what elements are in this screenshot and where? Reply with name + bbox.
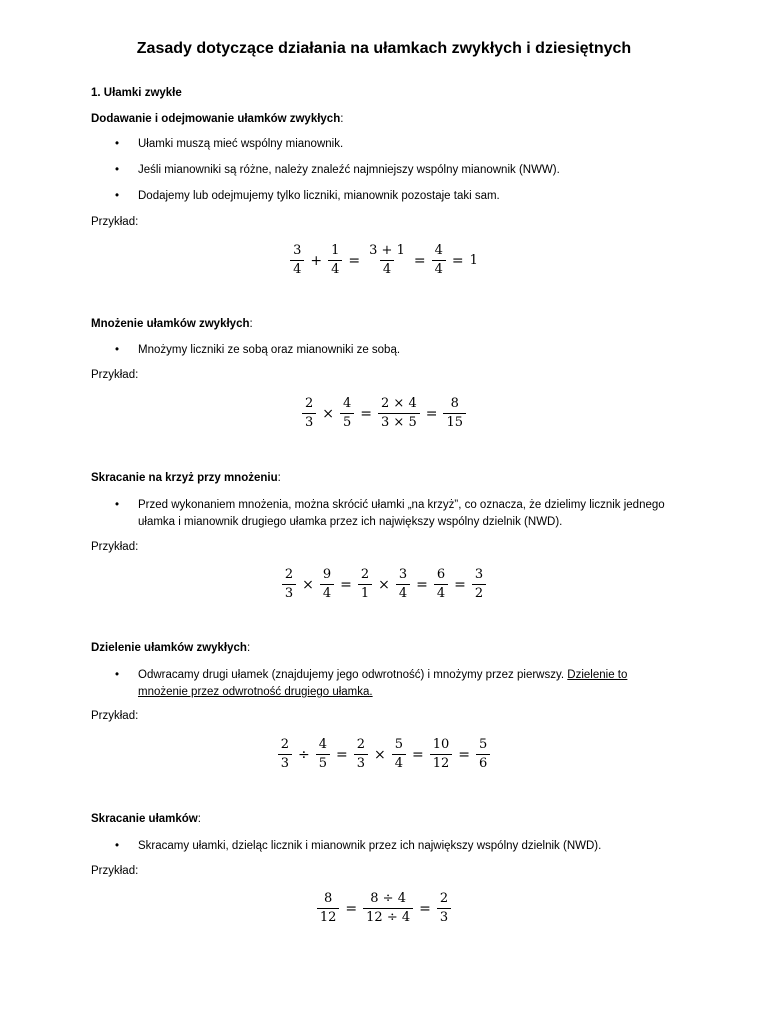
- fraction-numerator: 3: [398, 567, 408, 582]
- bullet-item: • Mnożymy liczniki ze sobą oraz mianowniki ze sobą.: [115, 344, 401, 356]
- fraction-denominator: 3: [278, 754, 292, 771]
- equation-operator: =: [335, 746, 348, 763]
- equation-operator: ×: [374, 746, 386, 763]
- fraction-denominator: 2: [472, 584, 486, 601]
- fraction-denominator: 3: [354, 754, 368, 771]
- equation-operator: =: [340, 576, 352, 593]
- fraction-numerator: 2: [356, 737, 365, 752]
- fraction-numerator: 2: [280, 737, 289, 752]
- fraction-denominator: 12: [317, 908, 340, 925]
- fraction-denominator: 5: [340, 413, 354, 430]
- equation-operator: =: [419, 900, 431, 917]
- fraction: [437, 892, 451, 925]
- equation-cross-cancellation: [0, 568, 768, 601]
- fraction-numerator: 5: [479, 737, 488, 752]
- equation-operator: ÷: [297, 746, 310, 763]
- fraction-denominator: 15: [443, 413, 466, 430]
- document-title: Zasady dotyczące działania na ułamkach zwykłych i dziesiętnych: [136, 40, 632, 57]
- fraction-denominator: 12: [430, 754, 453, 771]
- fraction: [396, 568, 410, 601]
- fraction-denominator: 4: [320, 584, 334, 601]
- fraction: [282, 568, 296, 601]
- fraction-numerator: 2: [360, 567, 370, 582]
- fraction: [476, 738, 490, 771]
- fraction-numerator: 2: [284, 567, 294, 582]
- fraction-denominator: 3: [302, 413, 316, 430]
- fraction-numerator: 3: [474, 567, 484, 582]
- equation-number: 1: [469, 253, 478, 268]
- equation-operator: ×: [322, 405, 334, 422]
- fraction: [316, 738, 330, 771]
- example-label: Przykład:: [91, 541, 139, 553]
- equation-operator: =: [458, 746, 471, 763]
- fraction-numerator: 2: [304, 396, 314, 411]
- example-label: Przykład:: [91, 216, 139, 228]
- fraction-numerator: 4: [434, 243, 443, 258]
- heading-reducing: Skracanie ułamków:: [91, 813, 201, 825]
- bullet-item: • Skracamy ułamki, dzieląc licznik i mianownik przez ich największy wspólny dzielnik (NWD).: [115, 840, 602, 852]
- bullet-item: • Jeśli mianowniki są różne, należy znaleźć najmniejszy wspólny mianownik (NWW).: [115, 164, 560, 176]
- bullet-item: • Przed wykonaniem mnożenia, można skrócić ułamki „na krzyż”, co oznacza, że dzielimy licznik jednego ułamka i mianownik drugiego ułamka przez ich największy wspólny dzielnik (NWD).: [115, 499, 665, 528]
- fraction: [320, 568, 334, 601]
- fraction-denominator: 4: [392, 754, 406, 771]
- fraction: [432, 244, 446, 277]
- equation-multiplication: [0, 397, 768, 430]
- fraction-numerator: 9: [322, 567, 332, 582]
- fraction-numerator: 4: [318, 737, 327, 752]
- fraction-denominator: 5: [316, 754, 330, 771]
- fraction-numerator: 8 ÷ 4: [370, 891, 406, 906]
- bullet-item: • Dodajemy lub odejmujemy tylko liczniki, mianownik pozostaje taki sam.: [115, 190, 500, 202]
- fraction-denominator: 3 × 5: [378, 413, 420, 430]
- equation-operator: =: [360, 405, 373, 422]
- fraction-denominator: 6: [476, 754, 490, 771]
- section-heading: 1. Ułamki zwykłe: [91, 87, 182, 99]
- fraction-denominator: 4: [290, 260, 304, 277]
- fraction: [278, 738, 292, 771]
- fraction: [358, 568, 372, 601]
- heading-multiplication: Mnożenie ułamków zwykłych:: [91, 318, 253, 330]
- equation-operator: =: [454, 576, 466, 593]
- fraction-numerator: 6: [436, 567, 446, 582]
- equation-operator: =: [425, 405, 438, 422]
- fraction-numerator: 4: [343, 396, 352, 411]
- fraction-denominator: 4: [380, 260, 394, 277]
- fraction: [430, 738, 453, 771]
- equation-operator: =: [413, 252, 426, 269]
- equation-operator: =: [451, 252, 464, 269]
- fraction-denominator: 4: [434, 584, 448, 601]
- fraction-numerator: 5: [394, 737, 404, 752]
- fraction: [317, 892, 340, 925]
- fraction: [378, 397, 420, 430]
- fraction-numerator: 8: [323, 891, 333, 906]
- bullet-item: • Odwracamy drugi ułamek (znajdujemy jego odwrotność) i mnożymy przez pierwszy. Dzielenie to mnożenie przez odwrotność drugiego ułamka.: [115, 669, 628, 698]
- fraction-numerator: 10: [432, 737, 450, 752]
- fraction: [472, 568, 486, 601]
- heading-division: Dzielenie ułamków zwykłych:: [91, 642, 251, 654]
- example-label: Przykład:: [91, 710, 139, 722]
- fraction-numerator: 1: [331, 243, 340, 258]
- fraction: [302, 397, 316, 430]
- fraction: [392, 738, 406, 771]
- fraction: [363, 892, 413, 925]
- heading-addition: Dodawanie i odejmowanie ułamków zwykłych:: [91, 113, 344, 125]
- fraction-denominator: 4: [432, 260, 446, 277]
- fraction-numerator: 8: [450, 396, 459, 411]
- fraction-denominator: 12 ÷ 4: [363, 908, 413, 925]
- equation-operator: +: [310, 252, 323, 269]
- fraction: [290, 244, 304, 277]
- fraction-numerator: 2 × 4: [381, 396, 417, 411]
- underlined-note: Dzielenie to mnożenie przez odwrotność drugiego ułamka.: [138, 669, 628, 698]
- fraction: [328, 244, 342, 277]
- fraction: [443, 397, 466, 430]
- equation-operator: =: [416, 576, 428, 593]
- example-label: Przykład:: [91, 369, 139, 381]
- equation-operator: ×: [302, 576, 314, 593]
- fraction-numerator: 3 + 1: [369, 243, 405, 258]
- fraction-denominator: 3: [282, 584, 296, 601]
- equation-reducing: [0, 892, 768, 925]
- equation-operator: =: [345, 900, 358, 917]
- bullet-item: • Ułamki muszą mieć wspólny mianownik.: [115, 138, 344, 150]
- fraction: [434, 568, 448, 601]
- fraction-denominator: 3: [437, 908, 451, 925]
- fraction-numerator: 2: [439, 891, 449, 906]
- fraction: [340, 397, 354, 430]
- fraction-denominator: 4: [396, 584, 410, 601]
- fraction-denominator: 1: [358, 584, 372, 601]
- equation-operator: =: [412, 746, 424, 763]
- equation-operator: ×: [378, 576, 390, 593]
- example-label: Przykład:: [91, 865, 139, 877]
- equation-addition: [0, 244, 768, 277]
- fraction: [354, 738, 368, 771]
- fraction-numerator: 3: [293, 243, 302, 258]
- fraction: [366, 244, 408, 277]
- heading-cross-cancellation: Skracanie na krzyż przy mnożeniu:: [91, 472, 281, 484]
- equation-division: [0, 738, 768, 771]
- fraction-denominator: 4: [328, 260, 342, 277]
- equation-operator: =: [348, 252, 361, 269]
